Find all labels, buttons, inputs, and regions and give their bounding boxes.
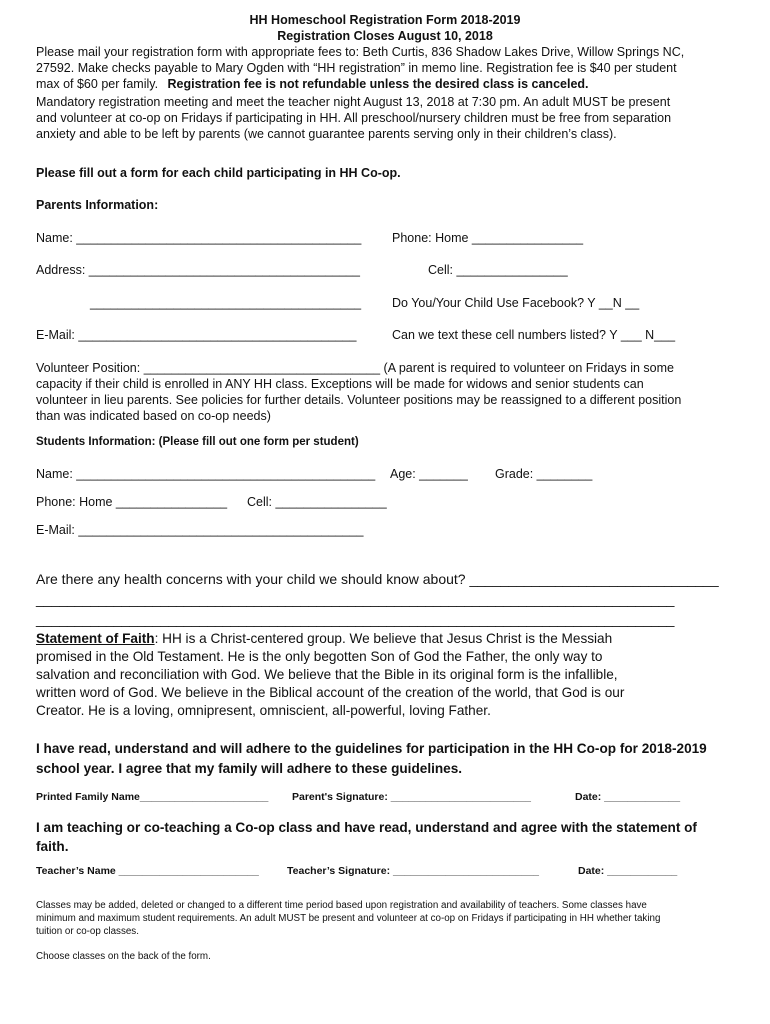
- intro-line-2: 27592. Make checks payable to Mary Ogden with “HH registration” in memo line. Registration fee is $40 per student: [36, 61, 677, 75]
- facebook-question[interactable]: Do You/Your Child Use Facebook? Y __N __: [392, 296, 640, 310]
- faith-line-3: salvation and reconciliation with God. We believe that the Bible in its original form is the infallible,: [36, 667, 618, 682]
- faith-line-1-text: : HH is a Christ-centered group. We believe that Jesus Christ is the Messiah: [154, 631, 613, 646]
- footer-line-1: Classes may be added, deleted or changed to a different time period based upon registration and availability of teachers. Some classes have: [36, 900, 647, 911]
- students-heading: Students Information: (Please fill out one form per student): [36, 436, 359, 448]
- student-name-field[interactable]: Name: ___________________________________________: [36, 467, 376, 481]
- agreement-line-1: I have read, understand and will adhere to the guidelines for participation in the HH Co-op for 2018-2019: [36, 741, 707, 756]
- parent-date-field[interactable]: Date: _____________: [575, 791, 681, 803]
- teacher-agreement-line-1: I am teaching or co-teaching a Co-op class and have read, understand and agree with the statement of: [36, 820, 697, 835]
- parent-address-field[interactable]: Address: _______________________________________: [36, 263, 360, 277]
- volunteer-position-field[interactable]: Volunteer Position: __________________________________ (A parent is required to volunteer on Fridays in some: [36, 361, 674, 375]
- student-grade-field[interactable]: Grade: ________: [495, 467, 593, 481]
- form-title: HH Homeschool Registration Form 2018-2019: [249, 13, 521, 27]
- intro-line-4: Mandatory registration meeting and meet the teacher night August 13, 2018 at 7:30 pm. An adult MUST be present: [36, 95, 671, 109]
- student-phone-home-field[interactable]: Phone: Home ________________: [36, 495, 228, 509]
- teacher-name-field[interactable]: Teacher’s Name ________________________: [36, 865, 259, 877]
- footer-line-2: minimum and maximum student requirements. An adult MUST be present and volunteer at co-op on Fridays if participating in HH whether taking: [36, 913, 661, 924]
- intro-line-6: anxiety and able to be left by parents (we cannot guarantee parents serving only in their children’s class).: [36, 127, 617, 141]
- health-line-2[interactable]: __________________________________________________________________________________: [36, 591, 675, 607]
- intro-line-1: Please mail your registration form with appropriate fees to: Beth Curtis, 836 Shadow Lakes Drive, Willow Springs NC,: [36, 45, 685, 59]
- statement-of-faith-label: Statement of Faith: [36, 631, 155, 646]
- intro-line-3: [36, 77, 589, 91]
- intro-line-5: and volunteer at co-op on Fridays if participating in HH. All preschool/nursery children must be free from separation: [36, 111, 672, 125]
- volunteer-note-line-4: than was indicated based on co-op needs): [36, 409, 271, 423]
- teacher-signature-field[interactable]: Teacher’s Signature: _________________________: [287, 865, 539, 877]
- agreement-line-2: school year. I agree that my family will adhere to these guidelines.: [36, 761, 463, 776]
- teacher-agreement-line-2: faith.: [36, 839, 69, 854]
- text-permission-question[interactable]: Can we text these cell numbers listed? Y ___ N___: [392, 328, 676, 342]
- volunteer-note-line-3: volunteer in lieu parents. See policies for further details. Volunteer positions may be reassigned to a different position: [36, 393, 682, 407]
- student-email-field[interactable]: E-Mail: _________________________________________: [36, 523, 364, 537]
- parent-phone-home-field[interactable]: Phone: Home ________________: [392, 231, 584, 245]
- footer-line-3: tuition or co-op classes.: [36, 926, 139, 937]
- parent-address-line-2-field[interactable]: _______________________________________: [90, 296, 362, 310]
- health-line-3[interactable]: __________________________________________________________________________________: [36, 611, 675, 627]
- parent-signature-field[interactable]: Parent's Signature: ________________________: [292, 791, 531, 803]
- health-question-field[interactable]: Are there any health concerns with your child we should know about? ________________________________: [36, 571, 719, 587]
- parent-name-field[interactable]: Name: _________________________________________: [36, 231, 362, 245]
- parent-email-field[interactable]: E-Mail: ________________________________________: [36, 328, 357, 342]
- faith-line-1: [36, 631, 612, 646]
- instruction: Please fill out a form for each child participating in HH Co-op.: [36, 166, 401, 180]
- faith-line-5: Creator. He is a loving, omnipresent, omniscient, all-powerful, loving Father.: [36, 703, 491, 718]
- form-subtitle: Registration Closes August 10, 2018: [277, 29, 493, 43]
- intro-line-3-text: max of $60 per family.: [36, 77, 159, 91]
- faith-line-4: written word of God. We believe in the Biblical account of the creation of the world, that God is our: [36, 685, 625, 700]
- printed-family-name-field[interactable]: Printed Family Name______________________: [36, 791, 269, 803]
- parents-heading: Parents Information:: [36, 198, 159, 212]
- parent-cell-field[interactable]: Cell: ________________: [428, 263, 568, 277]
- refund-notice: Registration fee is not refundable unless the desired class is canceled.: [167, 77, 589, 91]
- volunteer-note-line-2: capacity if their child is enrolled in ANY HH class. Exceptions will be made for widows and senior students can: [36, 377, 644, 391]
- footer-line-4: Choose classes on the back of the form.: [36, 951, 211, 962]
- student-age-field[interactable]: Age: _______: [390, 467, 468, 481]
- teacher-date-field[interactable]: Date: ____________: [578, 865, 678, 877]
- student-cell-field[interactable]: Cell: ________________: [247, 495, 387, 509]
- faith-line-2: promised in the Old Testament. He is the only begotten Son of God the Father, the only way to: [36, 649, 603, 664]
